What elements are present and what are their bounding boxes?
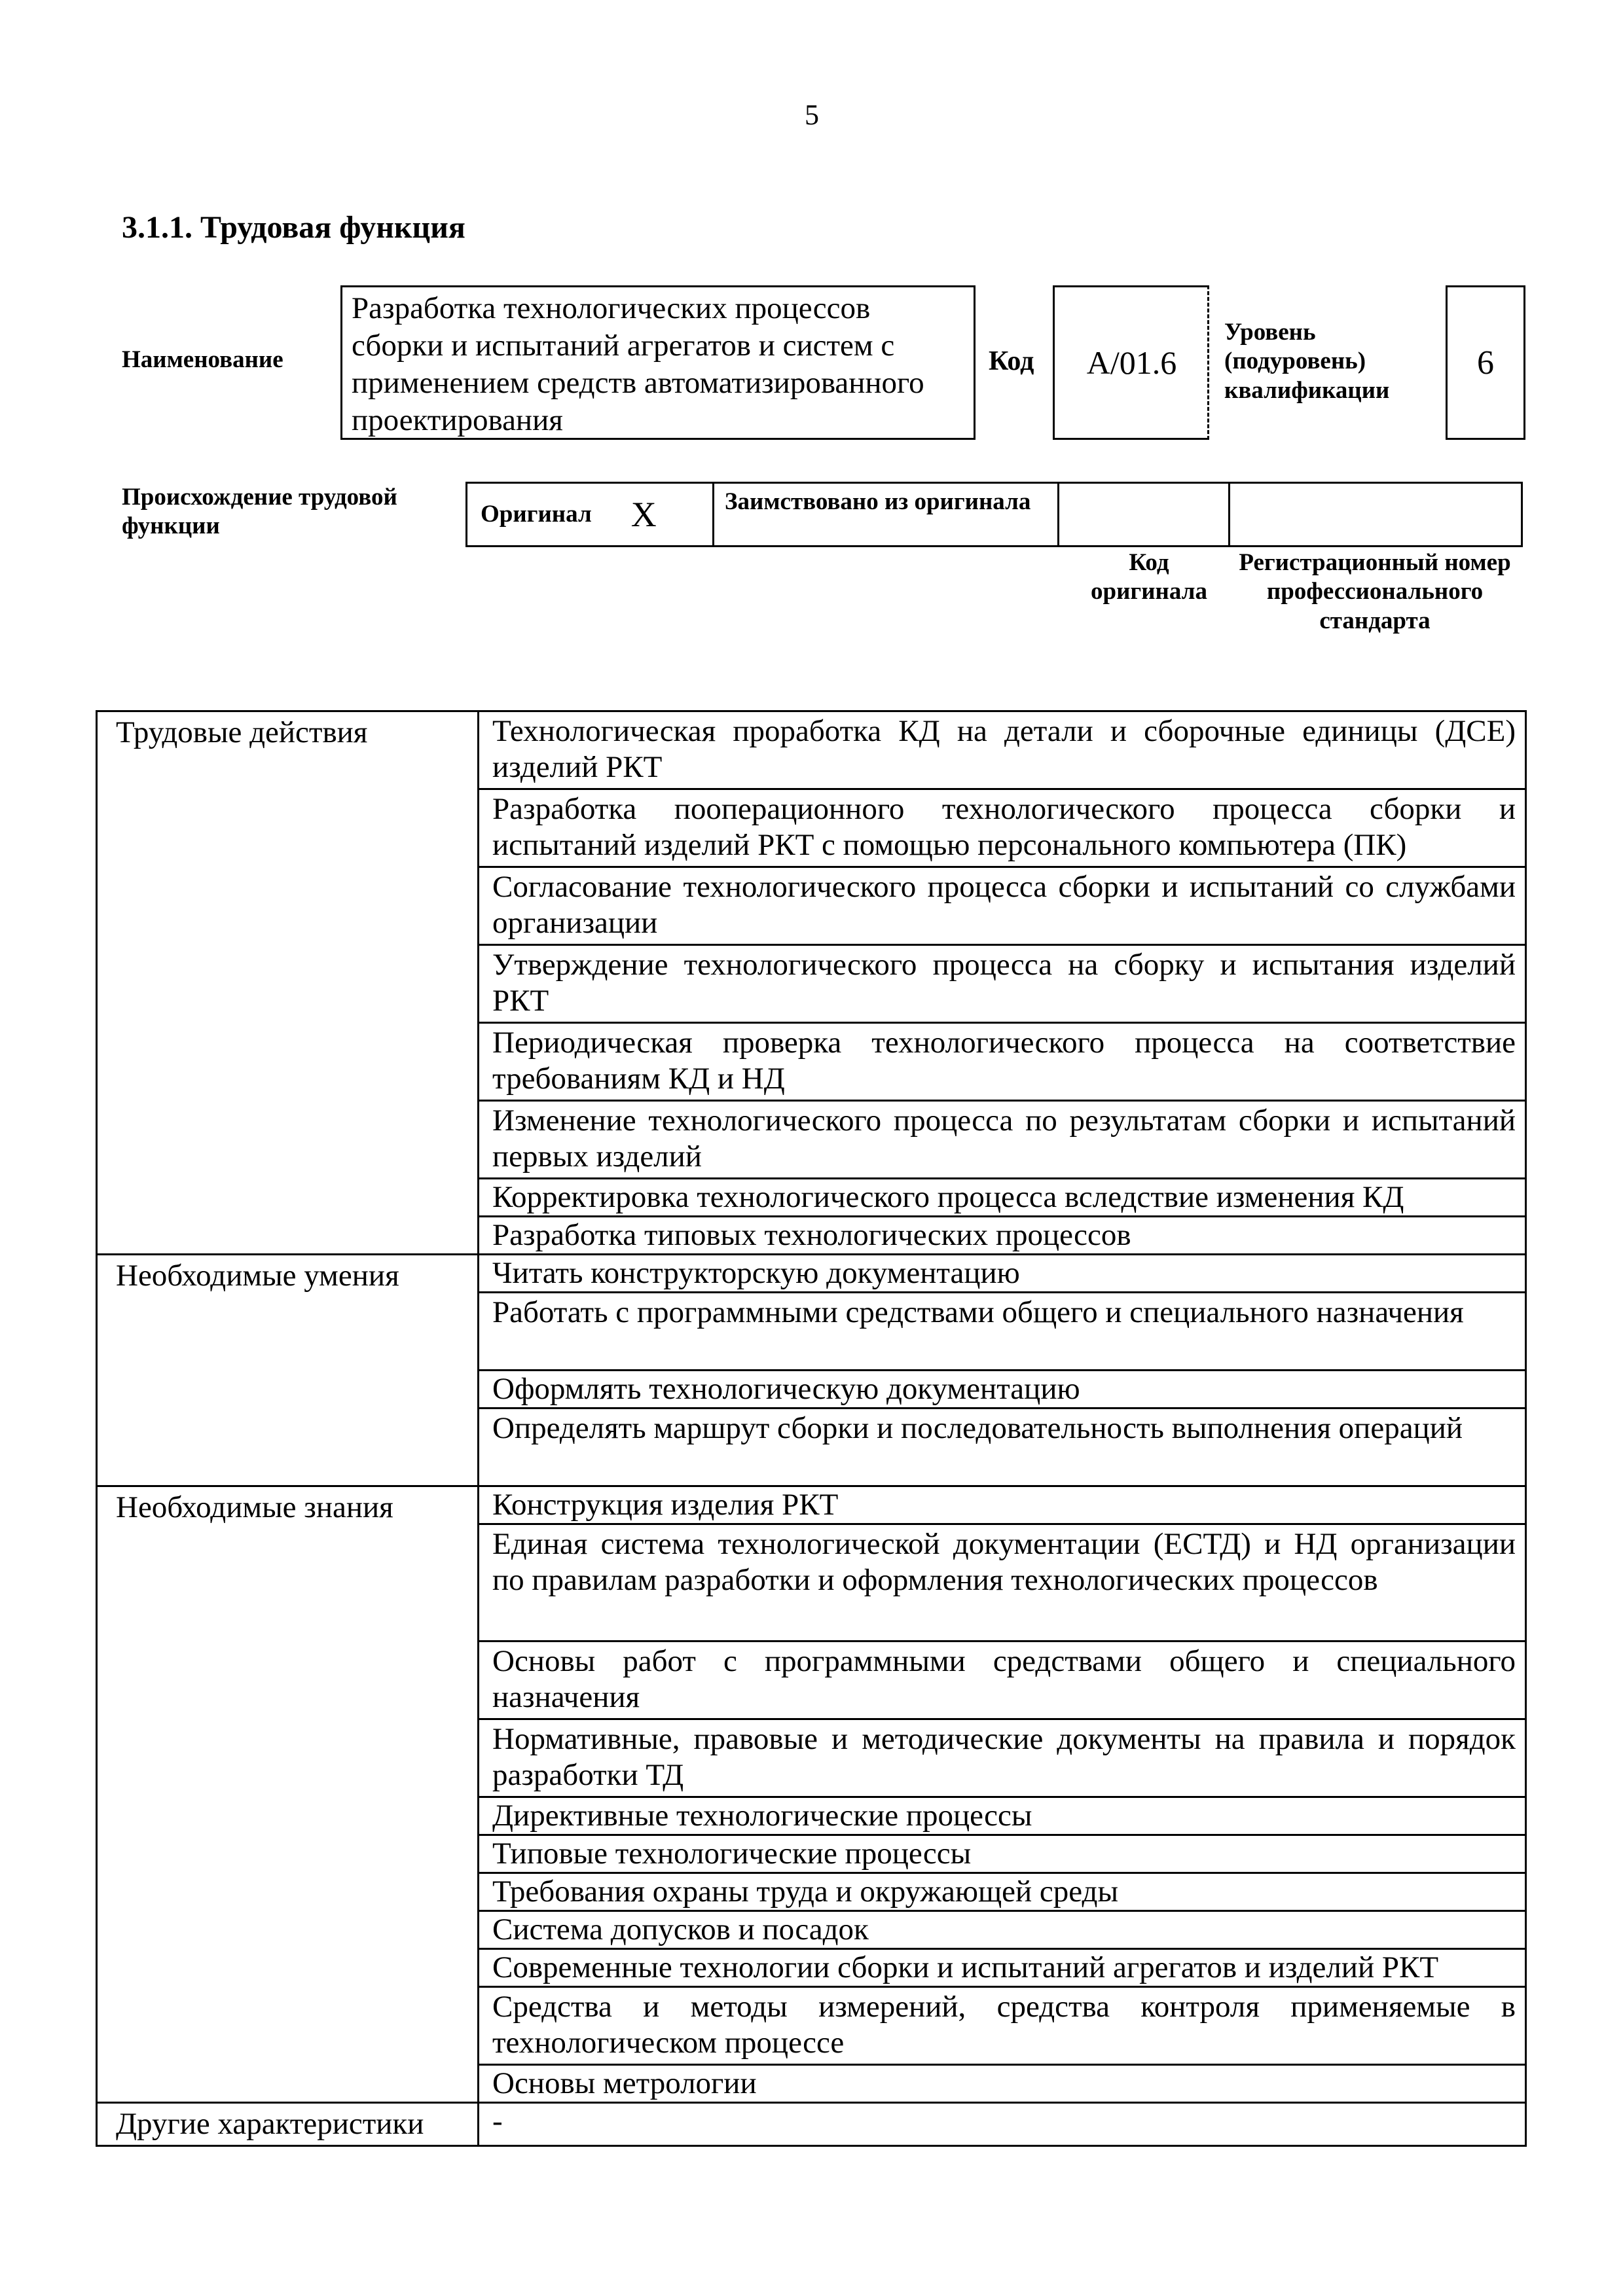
item-cell: Оформлять технологическую документацию — [479, 1371, 1526, 1408]
origin-original-cell — [465, 482, 714, 547]
item-cell: Нормативные, правовые и методические документы на правила и порядок разработки ТД — [479, 1719, 1526, 1797]
level-label — [1224, 318, 1389, 405]
item-cell: Разработка пооперационного технологического процесса сборки и испытаний изделий РКТ с помощью персонального компьютера (ПК) — [479, 789, 1526, 867]
name-label: Наименование — [122, 346, 283, 373]
level-box — [1446, 285, 1525, 440]
item-cell: Определять маршрут сборки и последовательность выполнения операций — [479, 1408, 1526, 1486]
item-cell: Утверждение технологического процесса на сборку и испытания изделий РКТ — [479, 945, 1526, 1023]
level-value: 6 — [1477, 344, 1494, 382]
item-cell: - — [479, 2103, 1526, 2146]
item-cell: Конструкция изделия РКТ — [479, 1486, 1526, 1524]
section-title-cell: Необходимые умения — [97, 1255, 479, 1486]
page-number: 5 — [805, 99, 819, 131]
level-label-line-1: Уровень — [1224, 319, 1316, 346]
section-title-cell: Трудовые действия — [97, 711, 479, 1255]
item-cell: Основы работ с программными средствами общего и специального назначения — [479, 1641, 1526, 1719]
original-mark: X — [630, 495, 657, 534]
item-cell: Читать конструкторскую документацию — [479, 1255, 1526, 1293]
item-cell: Единая система технологической документации (ЕСТД) и НД организации по правилам разработки и оформления технологических процессов — [479, 1524, 1526, 1641]
dashed-divider — [1207, 285, 1209, 440]
code-value: А/01.6 — [1086, 344, 1177, 381]
original-code-cell — [1057, 482, 1230, 547]
table-row — [97, 711, 1526, 789]
function-name-box: Разработка технологических процессов сборки и испытаний агрегатов и систем с применением средств автоматизированного проектирования — [340, 285, 976, 440]
item-cell: Изменение технологического процесса по результатам сборки и испытаний первых изделий — [479, 1101, 1526, 1179]
level-label-line-3: квалификации — [1224, 376, 1390, 404]
section-title-cell: Необходимые знания — [97, 1486, 479, 2103]
origin-label: Происхождение трудовой функции — [122, 484, 397, 540]
item-cell: Разработка типовых технологических процессов — [479, 1217, 1526, 1255]
table-row — [97, 2103, 1526, 2146]
item-cell: Работать с программными средствами общего и специального назначения — [479, 1293, 1526, 1371]
item-cell: Требования охраны труда и окружающей среды — [479, 1873, 1526, 1911]
item-cell: Согласование технологического процесса сборки и испытаний со службами организации — [479, 867, 1526, 945]
item-cell: Средства и методы измерений, средства контроля применяемые в технологическом процессе — [479, 1987, 1526, 2065]
item-cell: Основы метрологии — [479, 2065, 1526, 2103]
item-cell: Технологическая проработка КД на детали и сборочные единицы (ДСЕ) изделий РКТ — [479, 711, 1526, 789]
level-label-line-2: (подуровень) — [1224, 348, 1366, 375]
item-cell: Современные технологии сборки и испытаний агрегатов и изделий РКТ — [479, 1949, 1526, 1987]
section-title-cell: Другие характеристики — [97, 2103, 479, 2146]
item-cell: Директивные технологические процессы — [479, 1797, 1526, 1835]
table-row — [97, 1486, 1526, 1524]
item-cell: Корректировка технологического процесса вследствие изменения КД — [479, 1179, 1526, 1217]
borrowed-label: Заимствовано из оригинала — [712, 482, 1059, 547]
table-row — [97, 1255, 1526, 1293]
item-cell: Типовые технологические процессы — [479, 1835, 1526, 1873]
original-label: Оригинал — [481, 500, 592, 528]
section-title: 3.1.1. Трудовая функция — [122, 210, 465, 245]
original-code-caption: Код оригинала — [1091, 549, 1207, 605]
code-box — [1053, 285, 1209, 440]
reg-number-cell — [1228, 482, 1523, 547]
labor-function-table — [96, 710, 1527, 2147]
code-label: Код — [989, 346, 1034, 376]
table-body — [97, 711, 1526, 2146]
item-cell: Периодическая проверка технологического процесса на соответствие требованиям КД и НД — [479, 1023, 1526, 1101]
origin-row — [467, 482, 1527, 547]
item-cell: Система допусков и посадок — [479, 1911, 1526, 1949]
reg-number-caption: Регистрационный номер профессионального стандарта — [1239, 549, 1511, 634]
